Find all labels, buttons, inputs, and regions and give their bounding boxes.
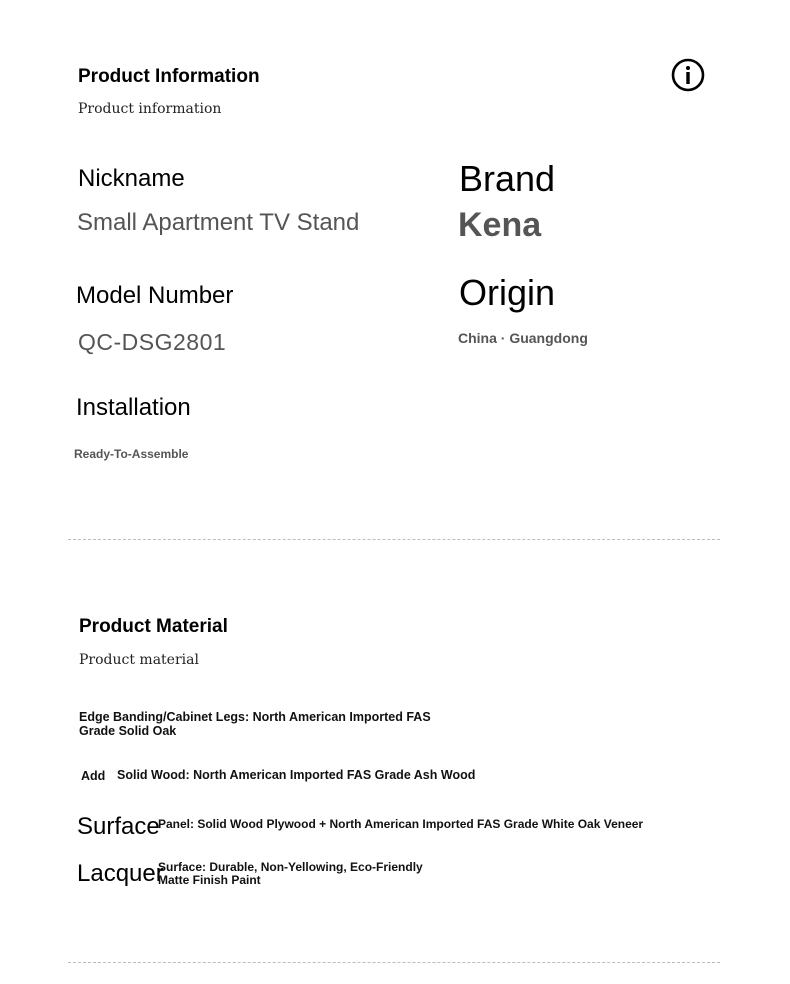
brand-value: Kena [458,206,542,244]
lacquer-line1: Surface: Durable, Non-Yellowing, Eco-Friendly [158,860,423,874]
add-label: Add [81,769,106,783]
origin-value: China · Guangdong [458,330,588,346]
brand-label: Brand [459,158,556,199]
product-information-subtitle: Product information [78,101,222,117]
product-material-subtitle: Product material [79,652,199,668]
product-material-title: Product Material [79,616,228,637]
installation-value: Ready-To-Assemble [74,447,189,461]
edge-banding-line1: Edge Banding/Cabinet Legs: North American Imported FAS [79,710,431,724]
lacquer-label: Lacquer [77,860,164,887]
section-divider [68,539,720,540]
section-divider-bottom [68,962,720,963]
origin-label: Origin [459,272,556,313]
surface-label: Surface [77,813,160,840]
model-number-label: Model Number [76,282,234,309]
product-information-title: Product Information [78,66,260,87]
installation-label: Installation [76,394,191,421]
lacquer-line2: Matte Finish Paint [158,873,261,887]
solid-wood-text: Solid Wood: North American Imported FAS Grade Ash Wood [117,768,476,782]
nickname-label: Nickname [78,165,185,192]
edge-banding-line2: Grade Solid Oak [79,724,177,738]
info-icon[interactable] [671,58,705,92]
nickname-value: Small Apartment TV Stand [77,209,360,236]
panel-text: Panel: Solid Wood Plywood + North American Imported FAS Grade White Oak Veneer [158,817,644,831]
model-number-value: QC-DSG2801 [78,329,227,355]
